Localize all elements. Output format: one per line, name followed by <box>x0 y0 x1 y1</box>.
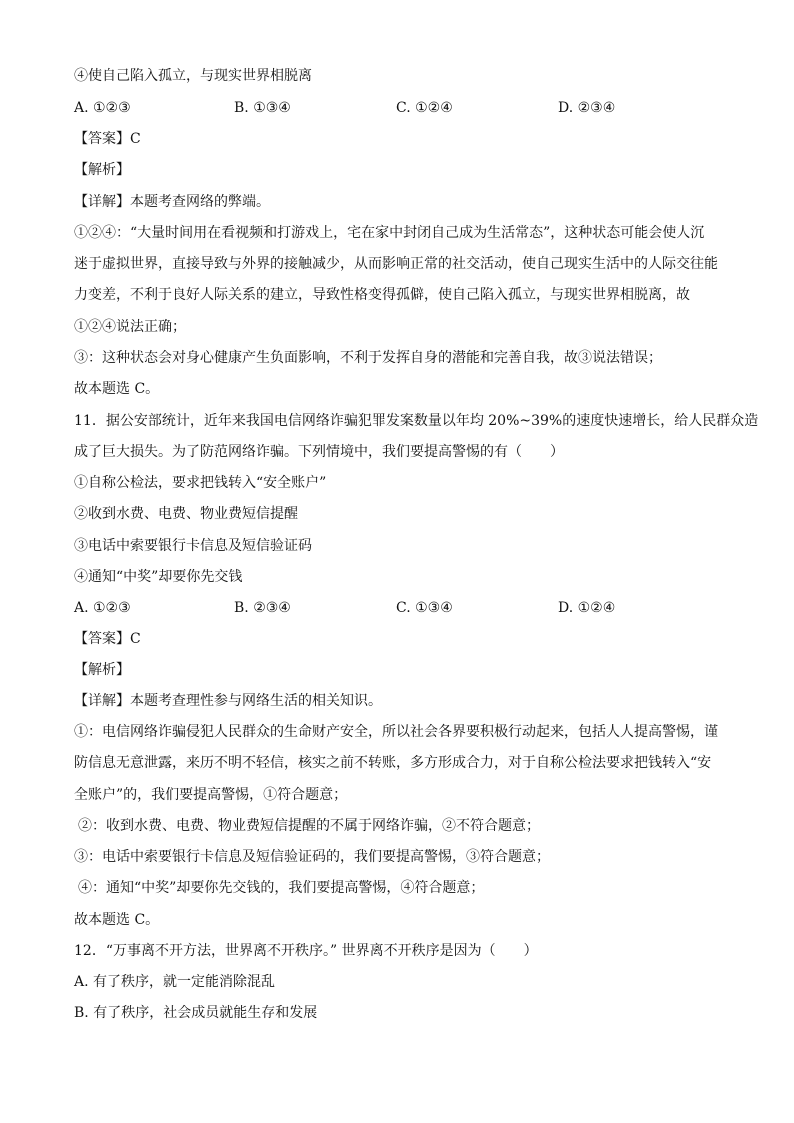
analysis-label: 【解析】 <box>74 662 130 678</box>
question-item: ④通知“中奖”却要你先交钱 <box>74 569 243 585</box>
answer-line: 【答案】C <box>74 131 141 147</box>
option-c: C. ①③④ <box>396 600 453 616</box>
conclusion-line: 故本题选 C。 <box>74 381 160 397</box>
option-c: C. ①②④ <box>396 100 453 116</box>
option-a: A. 有了秩序，就一定能消除混乱 <box>74 974 276 990</box>
analysis-paragraph: 全账户”的，我们要提高警惕，①符合题意； <box>74 787 348 803</box>
question-item: ④使自己陷入孤立，与现实世界相脱离 <box>74 68 312 84</box>
option-d: D. ②③④ <box>558 100 616 116</box>
analysis-paragraph: ①②④说法正确； <box>74 319 186 335</box>
question-item: ①自称公检法，要求把钱转入“安全账户” <box>74 475 327 491</box>
option-a: A. ①②③ <box>74 600 131 616</box>
analysis-paragraph: ①②④：“大量时间用在看视频和打游戏上，宅在家中封闭自己成为生活常态”，这种状态可能会使人沉 <box>74 225 705 241</box>
detail-line: 【详解】本题考查理性参与网络生活的相关知识。 <box>74 693 382 709</box>
analysis-paragraph: ②：收到水费、电费、物业费短信提醒的不属于网络诈骗，②不符合题意； <box>78 818 540 834</box>
analysis-paragraph: ③：电话中索要银行卡信息及短信验证码的，我们要提高警惕，③符合题意； <box>74 849 550 865</box>
question-stem: 11．据公安部统计，近年来我国电信网络诈骗犯罪发案数量以年均 20%~39%的速度快速增长，给人民群众造 <box>74 413 759 429</box>
analysis-paragraph: ①：电信网络诈骗侵犯人民群众的生命财产安全，所以社会各界要积极行动起来，包括人人提高警惕，谨 <box>74 724 718 740</box>
detail-line: 【详解】本题考查网络的弊端。 <box>74 194 270 210</box>
analysis-paragraph: 迷于虚拟世界，直接导致与外界的接触减少，从而影响正常的社交活动，使自己现实生活中的人际交往能 <box>74 256 718 272</box>
answer-line: 【答案】C <box>74 631 141 647</box>
option-a: A. ①②③ <box>74 100 131 116</box>
analysis-paragraph: 力变差，不利于良好人际关系的建立，导致性格变得孤僻，使自己陷入孤立，与现实世界相脱离，故 <box>74 287 690 303</box>
question-item: ②收到水费、电费、物业费短信提醒 <box>74 506 298 522</box>
question-item: ③电话中索要银行卡信息及短信验证码 <box>74 538 312 554</box>
option-d: D. ①②④ <box>558 600 616 616</box>
analysis-paragraph: 防信息无意泄露，来历不明不轻信，核实之前不转账，多方形成合力，对于自称公检法要求把钱转入“安 <box>74 755 712 771</box>
question-stem: 12．“万事离不开方法，世界离不开秩序。” 世界离不开秩序是因为（ ） <box>74 943 538 959</box>
conclusion-line: 故本题选 C。 <box>74 912 160 928</box>
option-b: B. ②③④ <box>234 600 291 616</box>
option-b: B. 有了秩序，社会成员就能生存和发展 <box>74 1005 318 1021</box>
analysis-paragraph: ④：通知“中奖”却要你先交钱的，我们要提高警惕，④符合题意； <box>78 880 485 896</box>
question-stem: 成了巨大损失。为了防范网络诈骗。下列情境中，我们要提高警惕的有（ ） <box>74 444 564 460</box>
option-b: B. ①③④ <box>234 100 291 116</box>
analysis-label: 【解析】 <box>74 162 130 178</box>
analysis-paragraph: ③：这种状态会对身心健康产生负面影响，不利于发挥自身的潜能和完善自我，故③说法错误； <box>74 350 662 366</box>
